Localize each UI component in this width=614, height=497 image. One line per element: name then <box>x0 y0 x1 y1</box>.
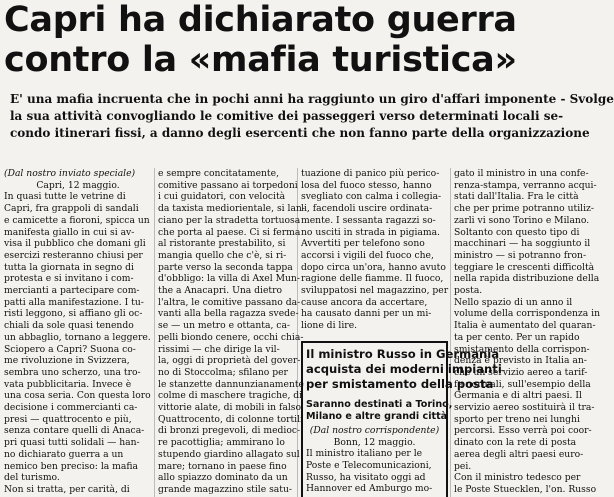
text-line: ciano per la stradetta tortuosa <box>158 214 301 226</box>
text-line: mercianti a partecipare com- <box>4 285 140 297</box>
text-line: tuazione di panico più perico- <box>301 168 440 179</box>
sidebar-article-body <box>306 425 443 495</box>
text-line: servizio aereo sostituirà il tra- <box>454 402 595 414</box>
text-line: visa il pubblico che domani gli <box>4 238 146 250</box>
text-line: Soltanto con questo tipo di <box>454 226 580 238</box>
text-line: Avvertiti per telefono sono <box>301 238 425 250</box>
text-line: Capri, 12 maggio. <box>36 179 120 191</box>
text-line: me rivoluzione in Svizzera, <box>4 355 130 367</box>
text-line: the a Anacapri. Una dietro <box>158 285 282 297</box>
text-line: colme di maschere tragiche, di <box>158 390 303 402</box>
text-line: l'altra, le comitive passano da- <box>158 296 301 308</box>
text-line: allo spiazzo dominato da un <box>158 472 288 484</box>
subtitle-line: la sua attività convogliando le comitive dei passeggeri verso determinati locali se- <box>10 108 564 123</box>
text-line: mente. I sessanta ragazzi so- <box>301 214 436 226</box>
text-line: d'obbligo: la villa di Axel Mun- <box>158 273 300 285</box>
text-line: Con il ministro tedesco per <box>454 472 581 484</box>
text-line: sviluppatosi nel magazzino, per <box>301 285 449 297</box>
text-line: stupendo giardino allagato sul <box>158 448 300 460</box>
text-line: vanti alla bella ragazza svede- <box>158 308 299 320</box>
text-line: Il ministro italiano per le <box>306 448 423 460</box>
text-line: vittorie alate, di mobili in falso <box>158 402 302 414</box>
text-line: gato il ministro in una confe- <box>454 168 589 179</box>
text-line: Nello spazio di un anno il <box>454 296 573 308</box>
text-line: Poste e Telecomunicazioni, <box>306 459 432 471</box>
text-line: losa del fuoco stesso, hanno <box>301 179 432 191</box>
text-line: pri quasi tutti solidali — han- <box>4 437 140 449</box>
text-line: dopo circa un'ora, hanno avuto <box>301 261 446 273</box>
text-line: no di Stoccolma; sfilano per <box>158 366 288 378</box>
headline-line: Capri ha dichiarato guerra <box>4 0 517 40</box>
text-line: e camicette a fioroni, spicca un <box>4 214 150 226</box>
sidebar-article-subtitle <box>306 398 453 424</box>
text-line: dinato con la rete di posta <box>454 437 577 449</box>
text-line: parte verso la seconda tappa <box>158 261 293 273</box>
text-line: zarli vi sono Torino e Milano. <box>454 214 590 226</box>
text-line: re pacottiglia; ammirano lo <box>158 437 285 449</box>
text-line: smistamento della corrispon- <box>454 343 590 355</box>
text-line: ragione delle fiamme. Il fuoco, <box>301 273 444 285</box>
text-line: Sciopero a Capri? Suona co- <box>4 343 136 355</box>
text-column <box>4 168 155 497</box>
text-line: che porta al paese. Ci si ferma <box>158 226 301 238</box>
text-line: li, facendoli uscire ordinata- <box>301 203 433 215</box>
text-line: ha causato danni per un mi- <box>301 308 432 320</box>
text-line: mangia quello che c'è, si ri- <box>158 249 287 261</box>
text-line: i cui guidatori, con velocità <box>158 191 286 203</box>
text-line: protesta e si invitano i com- <box>4 273 134 285</box>
text-line: se — un metro e ottanta, ca- <box>158 320 291 332</box>
article-columns <box>4 168 601 495</box>
text-line: stati dall'Italia. Fra le città <box>454 191 579 203</box>
text-line: volume della corrispondenza in <box>454 308 601 320</box>
text-line: al ristorante prestabilito, si <box>158 238 286 250</box>
text-line: sembra uno scherzo, una tro- <box>4 366 141 378</box>
text-line: Quattrocento, di colonne tortili <box>158 413 303 425</box>
text-line: Hannover ed Amburgo mo- <box>306 483 433 495</box>
text-line: In quasi tutte le vetrine di <box>4 191 126 203</box>
text-line: macchinari — ha soggiunto il <box>454 238 591 250</box>
text-line: cause ancora da accertare, <box>301 296 428 308</box>
text-line: mare; tornano in paese fino <box>158 460 287 472</box>
text-line: e sempre concitatamente, <box>158 168 279 179</box>
text-line: pei. <box>454 460 472 472</box>
text-line: risti leggono, si affiano gli oc- <box>4 308 143 320</box>
text-line: teggiare le crescenti difficoltà <box>454 261 595 273</box>
text-line: percorsi. Esso verrà poi coor- <box>454 425 592 437</box>
text-line: presi — quattrocento e più, <box>4 413 132 425</box>
sidebar-subtitle-line: Saranno destinati a Torino, <box>306 398 453 410</box>
text-line: ta per cento. Per un rapido <box>454 331 580 343</box>
text-line: le Poste Stuecklen, l'on. Russo <box>454 483 597 495</box>
text-line: renza-stampa, verranno acqui- <box>454 179 597 191</box>
text-line: Italia è aumentato del quaran- <box>454 320 596 332</box>
text-line: esercizi resteranno chiusi per <box>4 249 143 261</box>
text-line: nella rapida distribuzione della <box>454 273 600 285</box>
text-line: fe normali, sull'esempio della <box>454 378 591 390</box>
text-line: le stanzette dannunzianamente <box>158 378 304 390</box>
text-line: comitive passano ai torpedoni <box>158 179 298 191</box>
text-line: Germania e di altri paesi. Il <box>454 390 582 402</box>
text-line: (Dal nostro inviato speciale) <box>4 168 136 179</box>
text-column <box>158 168 305 497</box>
text-line: di bronzi pregevoli, di medioc- <box>158 425 301 437</box>
text-line: che un servizio aereo a tarif- <box>454 366 588 378</box>
sidebar-title-line: per smistamento della posta <box>306 376 494 391</box>
text-line: da taxista mediorientale, si lan- <box>158 203 305 215</box>
text-line: la, oggi di proprietà del gover- <box>158 355 301 367</box>
text-line: Capri, fra grappoli di sandali <box>4 203 139 215</box>
text-line: aerea degli altri paesi euro- <box>454 448 584 460</box>
text-line: senza contare quelli di Anaca- <box>4 425 145 437</box>
text-line: nemico ben preciso: la mafia <box>4 460 138 472</box>
headline <box>0 0 600 80</box>
dateplace: Bonn, 12 maggio. <box>333 436 416 448</box>
text-line: un abbaglio, tornano a leggere. <box>4 331 151 343</box>
text-line: denza è previsto in Italia an- <box>454 355 587 367</box>
sidebar-article-title <box>306 346 502 392</box>
text-line: sporto per treno nei lunghi <box>454 413 580 425</box>
text-line: ministro — si potranno fron- <box>454 249 587 261</box>
text-line: grande magazzino stile satu- <box>158 483 292 495</box>
subtitle-line: E' una mafia incruenta che in pochi anni ha raggiunto un giro d'affari imponente - Svolge <box>10 92 614 106</box>
text-line: accorsi i vigili del fuoco che, <box>301 249 434 261</box>
text-line: del turismo. <box>4 472 60 484</box>
subtitle-line: condo itinerari fissi, a danno degli esercenti che non fanno parte della organizzazione <box>10 125 590 140</box>
sidebar-subtitle-line: Milano e altre grandi città <box>306 411 448 423</box>
text-line: che per prime potranno utiliz- <box>454 203 594 215</box>
text-column <box>454 168 599 497</box>
text-line: patti alla manifestazione. I tu- <box>4 296 144 308</box>
sidebar-title-line: Il ministro Russo in Germania <box>306 346 500 361</box>
subtitle <box>0 91 614 141</box>
text-line: rissimi — che dirige la vil- <box>158 343 280 355</box>
text-line: tutta la giornata in segno di <box>4 261 134 273</box>
text-line: no usciti in strada in pigiama. <box>301 226 440 238</box>
text-line: una cosa seria. Con questa loro <box>4 390 151 402</box>
text-line: Non si tratta, per carità, di <box>4 483 130 495</box>
dateline: (Dal nostro corrispondente) <box>309 424 440 436</box>
sidebar-title-line: acquista dei moderni impianti <box>306 361 502 376</box>
text-line: Russo, ha visitato oggi ad <box>306 471 426 483</box>
headline-line: contro la «mafia turistica» <box>4 40 517 80</box>
text-line: pelli biondo cenere, occhi chia- <box>158 331 304 343</box>
text-line: decisione i commercianti ca- <box>4 402 138 414</box>
text-line: manifesta giallo in cui si av- <box>4 226 135 238</box>
text-line: chiali da sole quasi tenendo <box>4 320 134 332</box>
text-line: no dichiarato guerra a un <box>4 448 124 460</box>
text-line: lione di lire. <box>301 320 358 332</box>
text-line: vata pubblicitaria. Invece è <box>4 378 132 390</box>
text-line: posta. <box>454 285 483 297</box>
text-line: svegliato con calma i collegia- <box>301 191 442 203</box>
